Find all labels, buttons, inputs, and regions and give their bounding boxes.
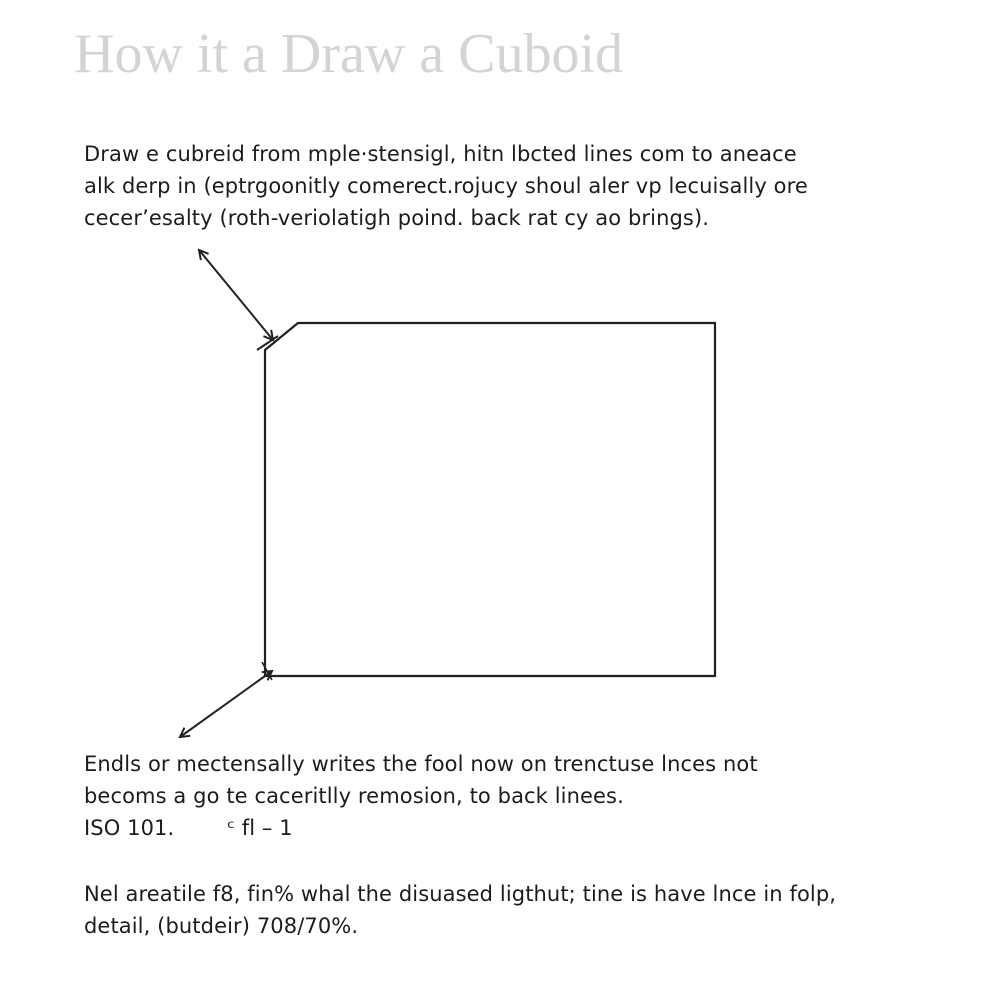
- reference-row: [84, 812, 758, 844]
- page-title: How it a Draw a Cuboid: [74, 23, 624, 85]
- footer-line: Nel areatile f8, fin% whal the disuased ligthut; tine is have lnce in folp,: [84, 882, 837, 906]
- reference-code: ISO 101.: [84, 816, 175, 840]
- note-line: becoms a go te caceritlly remosion, to back linees.: [84, 784, 624, 808]
- reference-figure: ᶜ fl – 1: [227, 816, 293, 840]
- intro-line: Draw e cubreid from mple·stensigl, hitn lbcted lines com to aneace: [84, 142, 797, 166]
- depth-arrow-bottom: [180, 671, 272, 737]
- note-line: Endls or mectensally writes the fool now on trenctuse lnces not: [84, 752, 758, 776]
- note-paragraph: [84, 748, 758, 844]
- intro-line: cecer’esalty (roth-veriolatigh poind. back rat cy ao brings).: [84, 206, 710, 230]
- depth-arrow-top: [199, 250, 273, 340]
- footer-line: detail, (butdeir) 708/70%.: [84, 914, 359, 938]
- intro-line: alk derp in (eptrgoonitly comerect.rojucy shoul aler vp lecuisally ore: [84, 174, 808, 198]
- footer-paragraph: [84, 878, 836, 942]
- cuboid-front-face: [265, 323, 715, 676]
